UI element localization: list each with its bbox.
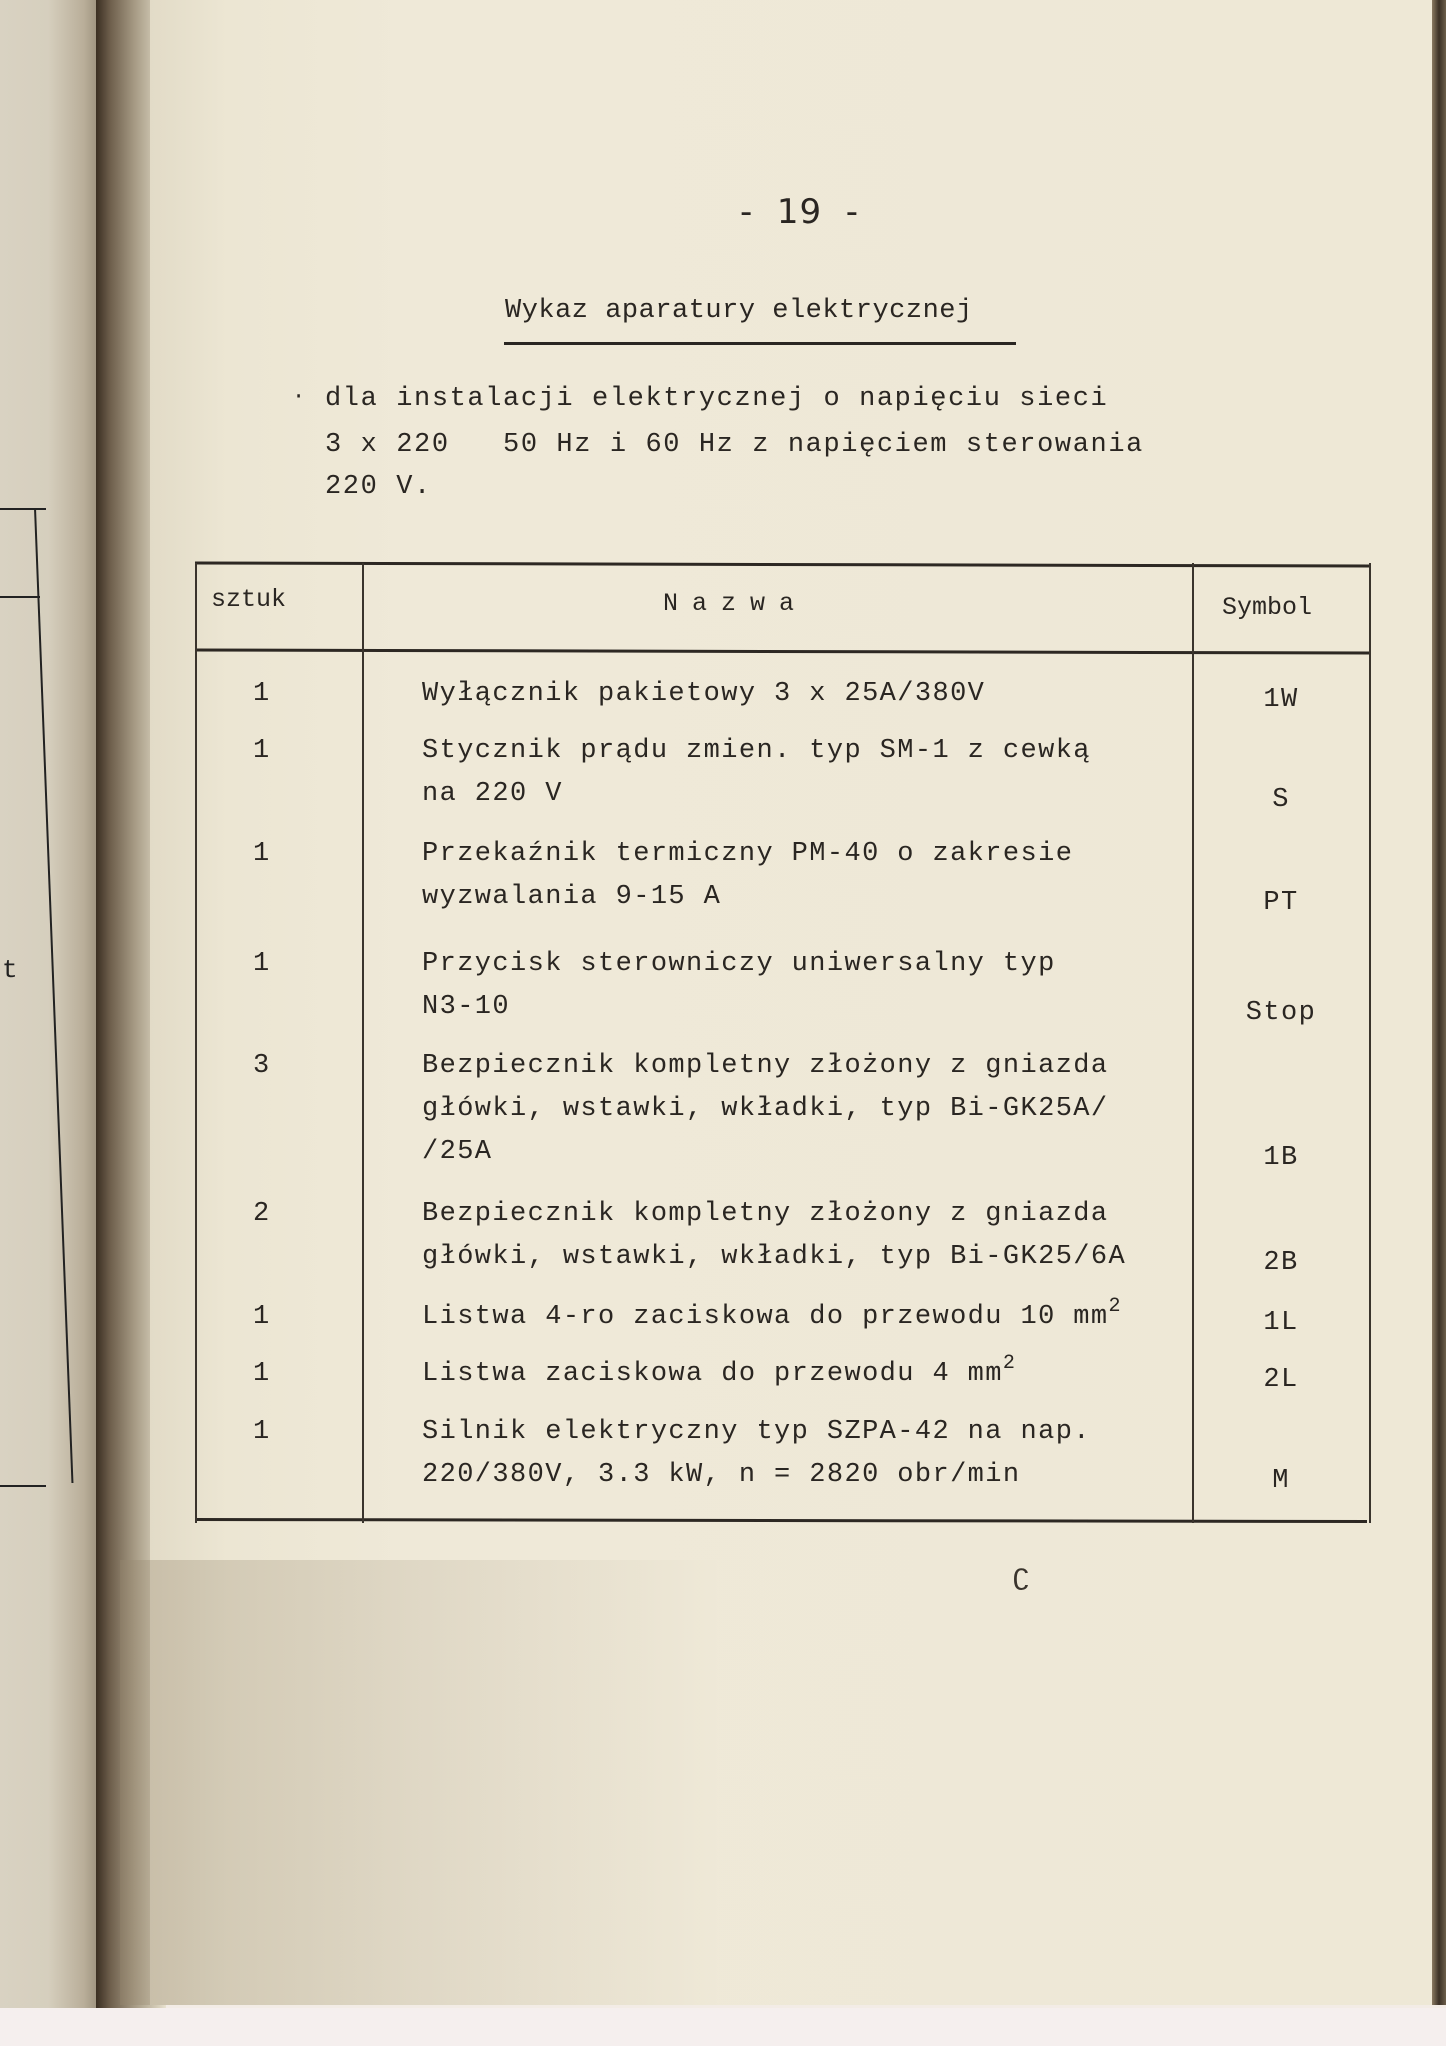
page-edge <box>1432 0 1446 2005</box>
cell-qty: 1 <box>253 1302 271 1332</box>
intro-line-1: dla instalacji elektrycznej o napięciu sieci <box>325 384 1109 414</box>
header-symbol: Symbol <box>1222 593 1313 622</box>
cell-name-line <box>422 1131 1109 1174</box>
header-qty: sztuk <box>211 585 287 614</box>
cell-name-text: Bezpiecznik kompletny złożony z gniazda <box>422 1199 1109 1229</box>
cell-name-line <box>422 986 1056 1029</box>
document-title: Wykaz aparatury elektrycznej <box>505 296 973 326</box>
stray-ink-mark: ʗ <box>1012 1560 1031 1594</box>
cell-name-text: Bezpiecznik kompletny złożony z gniazda <box>422 1051 1109 1081</box>
cell-symbol: 1W <box>1263 685 1299 715</box>
cell-qty: 1 <box>253 1359 271 1389</box>
cell-name-line <box>422 1353 1016 1396</box>
cell-symbol: 1B <box>1263 1143 1299 1173</box>
intro-line-3: 220 V. <box>325 472 432 502</box>
left-page-text-fragment: t <box>2 955 18 985</box>
scan-background <box>0 2008 1446 2046</box>
intro-line-2: 3 x 220 50 Hz i 60 Hz z napięciem sterowania <box>325 430 1144 460</box>
cell-name-line <box>422 1193 1126 1236</box>
cell-name-text: Przycisk sterowniczy uniwersalny typ <box>422 949 1056 979</box>
cell-name <box>422 1045 1109 1174</box>
cell-name <box>422 1411 1091 1497</box>
cell-symbol: Stop <box>1245 998 1317 1028</box>
cell-name-line <box>422 673 985 716</box>
cell-name <box>422 1353 1016 1396</box>
page-number: - 19 - <box>740 192 860 232</box>
margin-dot: · <box>292 384 306 409</box>
cell-name-text: Listwa 4-ro zaciskowa do przewodu 10 mm <box>422 1302 1109 1332</box>
unit-superscript: 2 <box>1108 1295 1122 1318</box>
cell-name-text: Stycznik prądu zmien. typ SM-1 z cewką <box>422 736 1091 766</box>
cell-name-line <box>422 1296 1122 1339</box>
cell-name-line <box>422 1411 1091 1454</box>
header-name: Nazwa <box>663 589 809 618</box>
cell-name-text: Listwa zaciskowa do przewodu 4 mm <box>422 1359 1003 1389</box>
cell-name-text: Silnik elektryczny typ SZPA-42 na nap. <box>422 1417 1091 1447</box>
cell-name-text: 220/380V, 3.3 kW, n = 2820 obr/min <box>422 1460 1021 1490</box>
cell-symbol: 1L <box>1263 1308 1299 1338</box>
cell-name-line <box>422 1236 1126 1279</box>
unit-superscript: 2 <box>1002 1352 1017 1375</box>
cell-name <box>422 1193 1126 1279</box>
cell-qty: 1 <box>253 679 271 709</box>
cell-symbol: PT <box>1263 888 1299 918</box>
cell-qty: 1 <box>253 949 271 979</box>
cell-name-text: /25A <box>422 1137 493 1167</box>
cell-name-line <box>422 1045 1109 1088</box>
cell-symbol: S <box>1272 785 1290 815</box>
cell-name-text: Przekaźnik termiczny PM-40 o zakresie <box>422 839 1074 869</box>
cell-name <box>422 943 1056 1029</box>
cell-name-line <box>422 730 1091 773</box>
cell-name <box>422 673 985 716</box>
equipment-table <box>195 563 1370 1523</box>
cell-name-text: na 220 V <box>422 779 563 809</box>
left-page-rule <box>0 596 40 598</box>
cell-name-line <box>422 943 1056 986</box>
cell-qty: 1 <box>253 839 271 869</box>
title-underline <box>504 342 1016 345</box>
page-shadow <box>120 1560 720 2005</box>
cell-name-text: wyzwalania 9-15 A <box>422 882 722 912</box>
cell-qty: 3 <box>253 1051 271 1081</box>
column-divider-qty <box>362 563 364 1523</box>
cell-name-text: główki, wstawki, wkładki, typ Bi-GK25/6A <box>422 1242 1127 1272</box>
cell-name <box>422 730 1091 816</box>
cell-qty: 2 <box>253 1199 271 1229</box>
cell-name-text: N3-10 <box>422 992 511 1022</box>
cell-name-text: Wyłącznik pakietowy 3 x 25A/380V <box>422 679 986 709</box>
cell-name-line <box>422 773 1091 816</box>
cell-name-line <box>422 833 1073 876</box>
table-header-border <box>195 648 1370 654</box>
cell-name <box>422 1296 1122 1339</box>
cell-qty: 1 <box>253 736 271 766</box>
cell-name <box>422 833 1073 919</box>
cell-symbol: 2B <box>1263 1248 1299 1278</box>
cell-symbol: M <box>1272 1466 1290 1496</box>
cell-name-line <box>422 1088 1109 1131</box>
table-left-border <box>195 563 197 1523</box>
cell-symbol: 2L <box>1263 1365 1299 1395</box>
cell-name-line <box>422 876 1073 919</box>
cell-name-line <box>422 1454 1091 1497</box>
cell-qty: 1 <box>253 1417 271 1447</box>
table-top-border <box>195 561 1370 567</box>
cell-name-text: główki, wstawki, wkładki, typ Bi-GK25A/ <box>422 1094 1109 1124</box>
